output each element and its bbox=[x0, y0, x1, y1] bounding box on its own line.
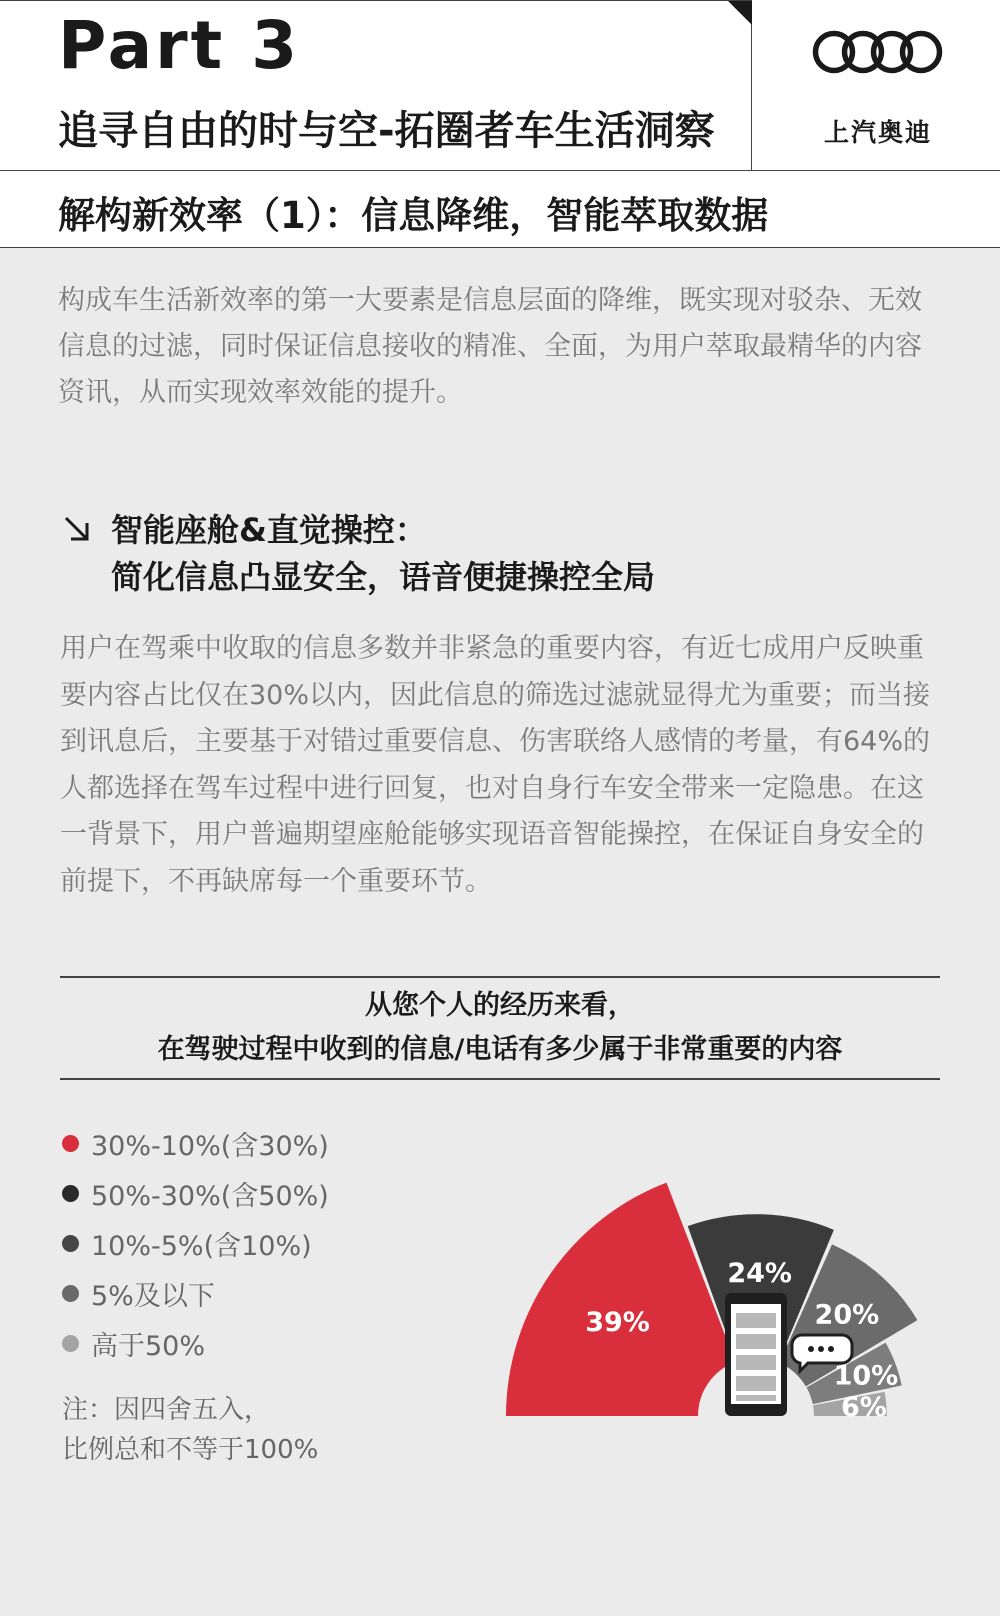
legend-item bbox=[62, 1318, 329, 1368]
page-header bbox=[0, 0, 1000, 171]
chart-legend bbox=[62, 1118, 329, 1368]
legend-dot bbox=[62, 1185, 79, 1202]
chart-divider-top bbox=[60, 976, 940, 978]
rose-pie-chart bbox=[340, 1150, 940, 1470]
legend-item bbox=[62, 1218, 329, 1268]
legend-item bbox=[62, 1168, 329, 1218]
legend-dot bbox=[62, 1335, 79, 1352]
feature-heading-line2: 简化信息凸显安全，语音便捷操控全局 bbox=[111, 558, 656, 596]
chart-title-line1: 从您个人的经历来看， bbox=[365, 990, 635, 1021]
section-title: 解构新效率（1）：信息降维，智能萃取数据 bbox=[58, 194, 769, 237]
arrow-down-right-icon bbox=[62, 514, 92, 544]
chart-divider-bottom bbox=[60, 1078, 940, 1080]
header-subtitle: 追寻自由的时与空-拓圈者车生活洞察 bbox=[58, 108, 715, 154]
intro-paragraph: 构成车生活新效率的第一大要素是信息层面的降维，既实现对驳杂、无效信息的过滤，同时保证信息接收的精准、全面，为用户萃取最精华的内容资讯，从而实现效率效能的提升。 bbox=[58, 285, 922, 408]
legend-dot bbox=[62, 1235, 79, 1252]
legend-dot bbox=[62, 1285, 79, 1302]
corner-marker bbox=[728, 1, 752, 25]
chart-title bbox=[60, 984, 940, 1072]
legend-item bbox=[62, 1118, 329, 1168]
slice-data-label: 10% bbox=[833, 1360, 899, 1392]
header-title-block bbox=[0, 0, 752, 171]
chart-title-line2: 在驾驶过程中收到的信息/电话有多少属于非常重要的内容 bbox=[157, 1034, 843, 1065]
pie-slice bbox=[506, 1183, 735, 1416]
slice-data-label: 24% bbox=[727, 1258, 792, 1290]
feature-body-paragraph: 用户在驾乘中收取的信息多数并非紧急的重要内容，有近七成用户反映重要内容占比仅在30%以内，因此信息的筛选过滤就显得尤为重要；而当接到讯息后，主要基于对错过重要信息、伤害联络人感情的考量，有64%的人都选择在驾车过程中进行回复，也对自身行车安全带来一定隐患。在这一背景下，用户普遍期望座舱能够实现语音智能操控，在保证自身安全的前提下，不再缺席每一个重要环节。 bbox=[60, 633, 931, 897]
slice-data-label: 20% bbox=[814, 1299, 880, 1331]
legend-label: 30%-10%(含30%) bbox=[91, 1130, 329, 1162]
part-title: Part 3 bbox=[58, 7, 301, 84]
legend-label: 高于50% bbox=[91, 1330, 206, 1362]
legend-item bbox=[62, 1268, 329, 1318]
chart-note-line1: 注：因四舍五入， bbox=[62, 1395, 271, 1425]
legend-dot bbox=[62, 1135, 79, 1152]
chart-note bbox=[62, 1390, 318, 1470]
section-bar bbox=[0, 171, 1000, 248]
legend-label: 5%及以下 bbox=[91, 1280, 215, 1312]
feature-heading-line1: 智能座舱&直觉操控： bbox=[111, 511, 427, 549]
chart-note-line2: 比例总和不等于100% bbox=[62, 1435, 319, 1465]
legend-label: 50%-30%(含50%) bbox=[91, 1180, 329, 1212]
legend-label: 10%-5%(含10%) bbox=[91, 1230, 312, 1262]
four-rings-logo bbox=[812, 28, 944, 76]
slice-data-label: 39% bbox=[585, 1306, 650, 1338]
brand-name: 上汽奥迪 bbox=[823, 118, 932, 147]
slice-data-label: 6% bbox=[841, 1391, 887, 1423]
